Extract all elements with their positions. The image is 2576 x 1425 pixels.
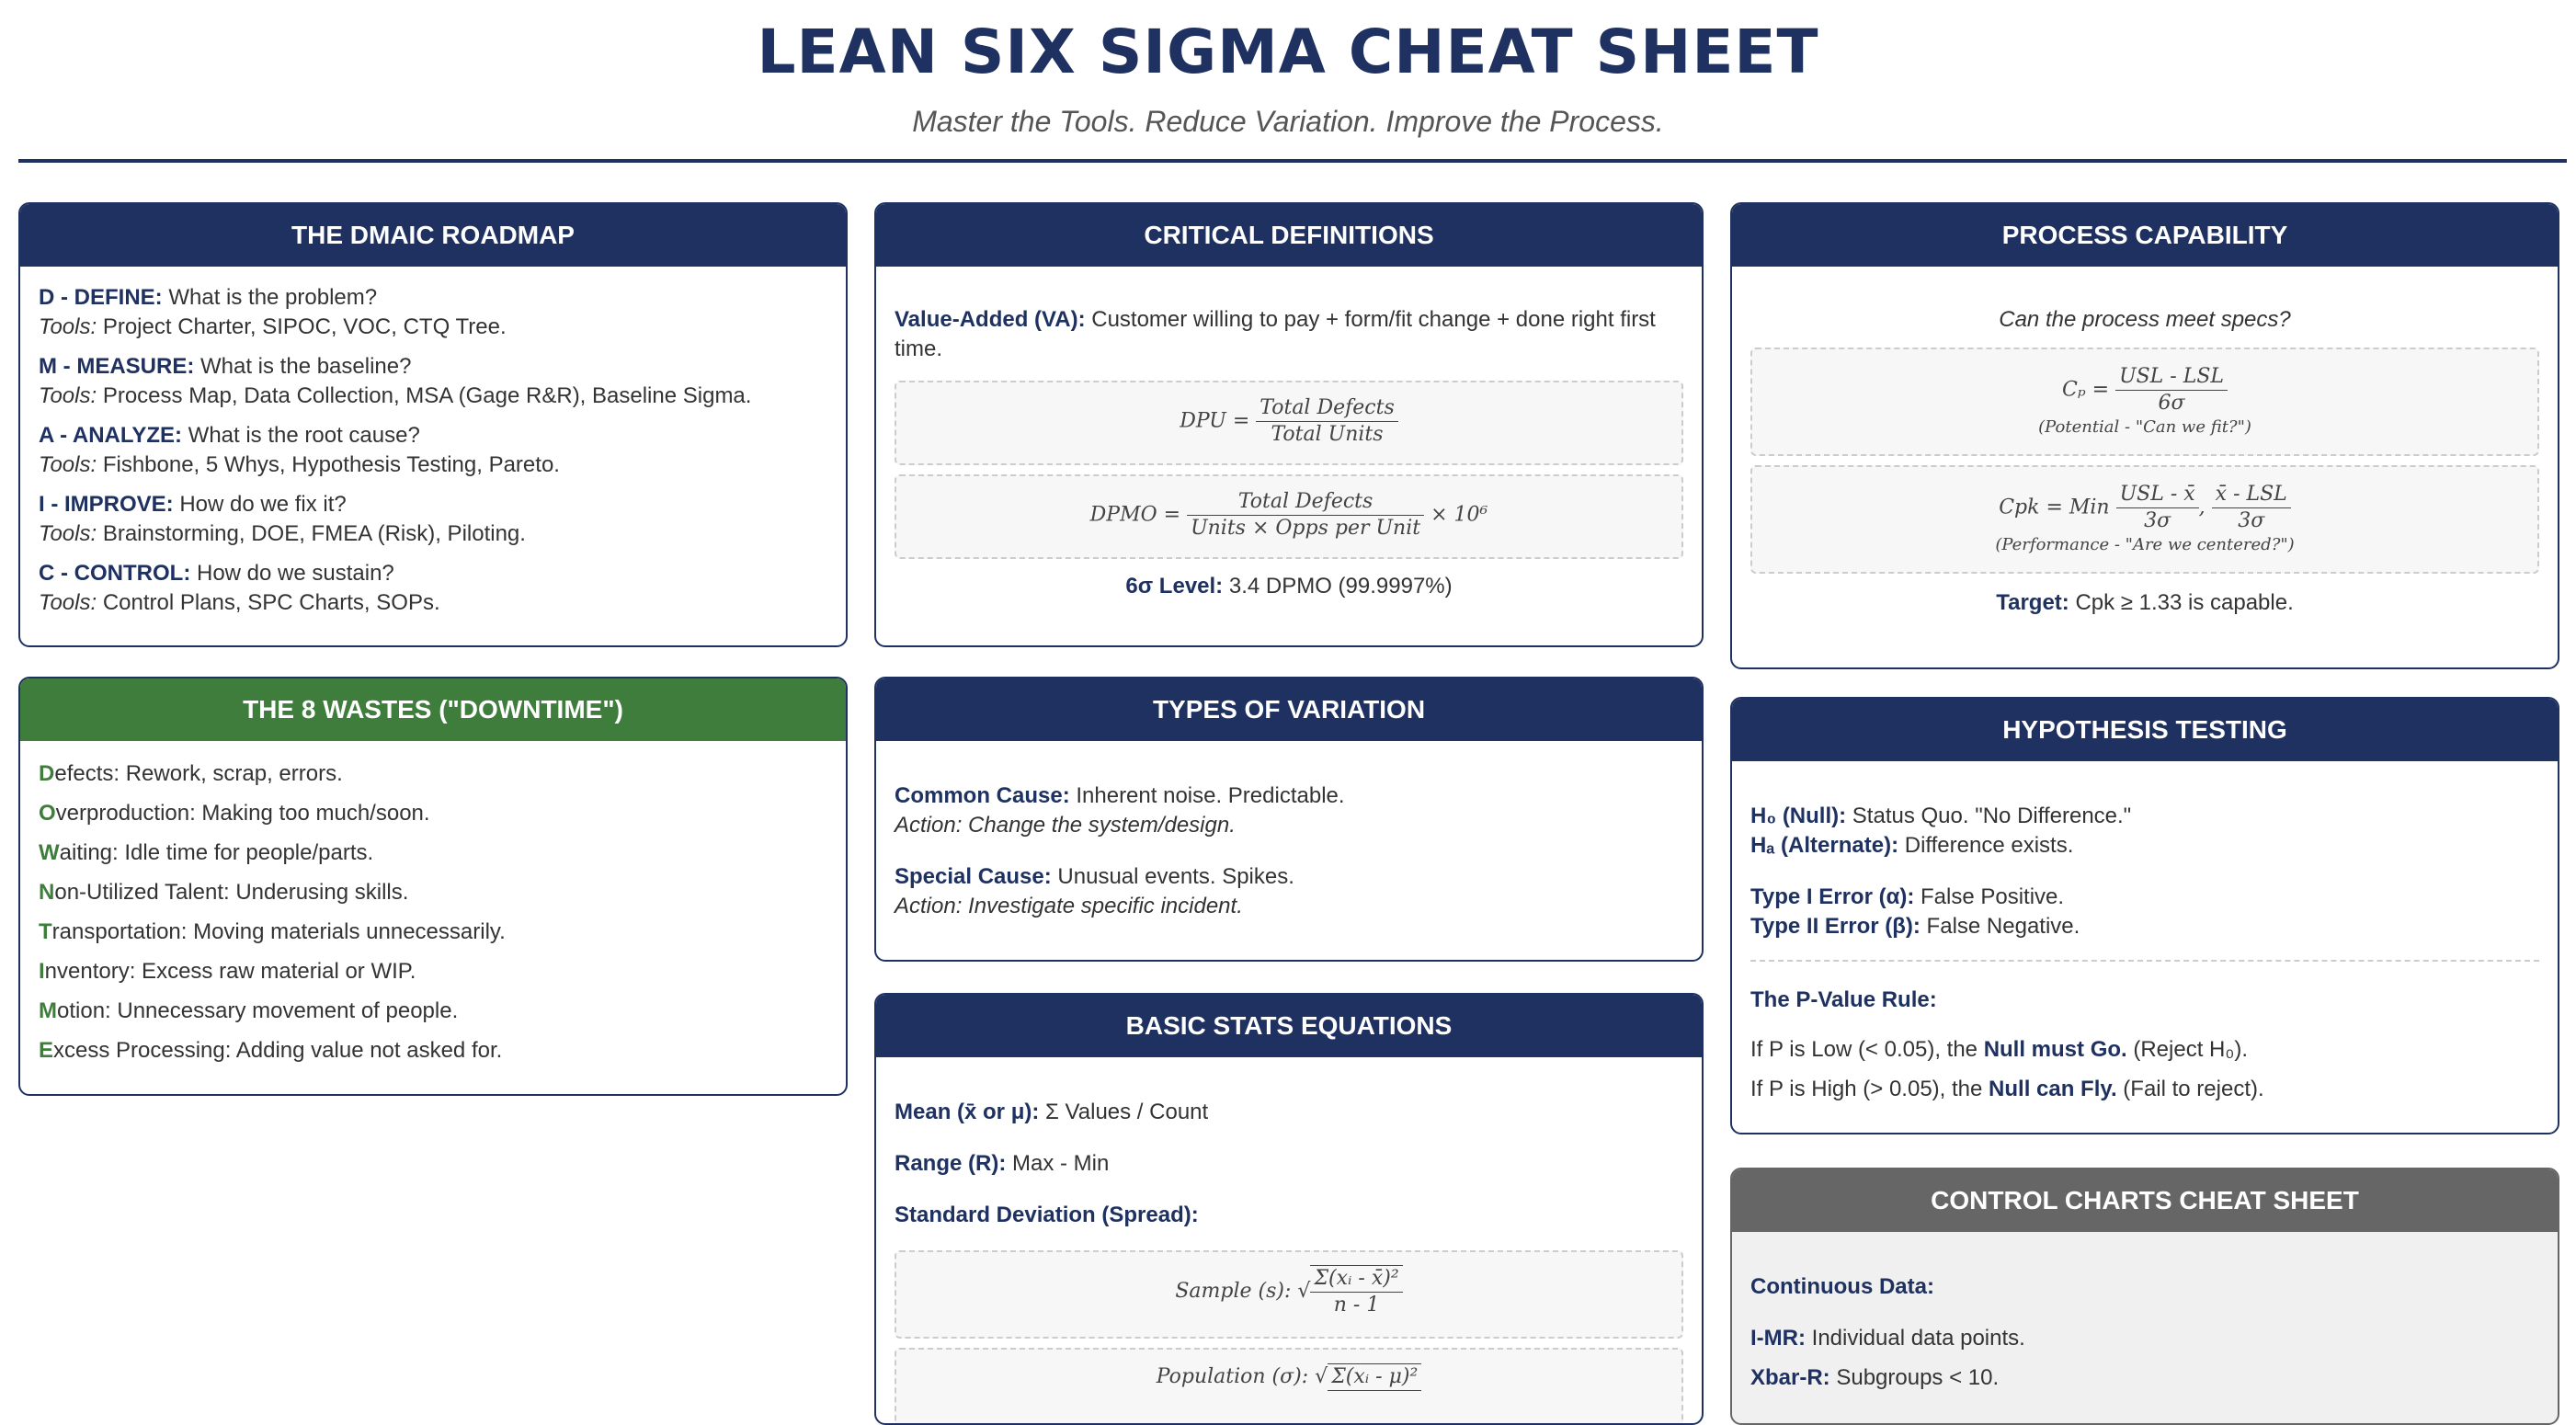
sigma-level: 6σ Level: 3.4 DPMO (99.9997%) [1125, 574, 1453, 598]
special-cause: Special Cause: Unusual events. Spikes. [895, 864, 1294, 889]
hypothesis-body [1732, 761, 2558, 1104]
phase-tools: Fishbone, 5 Whys, Hypothesis Testing, Pareto. [97, 452, 560, 477]
wastes-list [20, 741, 846, 1076]
tools-label: Tools: [39, 590, 97, 615]
alternate-hypothesis: Hₐ (Alternate): Difference exists. [1750, 833, 2074, 858]
cp-fraction: $\frac{\text{USL - LSL}}{6\sigma}$ [2115, 364, 2228, 416]
sqrt-icon: √ [1297, 1280, 1311, 1303]
tools-label: Tools: [39, 521, 97, 546]
waste-item: Non-Utilized Talent: Underusing skills. [39, 880, 409, 905]
phase-question: How do we fix it? [173, 492, 347, 517]
phase-question: What is the root cause? [182, 423, 420, 448]
wastes-card [18, 677, 848, 1096]
range-equation: Range (R): Max - Min [895, 1151, 1110, 1176]
mean-equation: Mean (x̄ or μ): Σ Values / Count [895, 1100, 1209, 1124]
dmaic-card [18, 202, 848, 647]
definitions-body [876, 267, 1702, 601]
page-subtitle: Master the Tools. Reduce Variation. Improve the Process. [912, 105, 1664, 138]
capability-question: Can the process meet specs? [1999, 307, 2291, 332]
waste-item: Defects: Rework, scrap, errors. [39, 761, 343, 786]
cpk-fraction-lower: $\frac{\text{x̄ - LSL}}{3\sigma}$ [2212, 482, 2291, 534]
continuous-data-heading: Continuous Data: [1750, 1274, 1934, 1299]
dpmo-fraction: $\frac{\text{Total Defects}}{\text{Units × Opps per Unit}}$ [1187, 489, 1424, 542]
sample-sd-formula: Sample (s): √ $\frac{\text{Σ(xᵢ - x̄)²}}{n - 1}$ [895, 1250, 1683, 1339]
dmaic-phase [39, 421, 827, 480]
sample-fraction: $\frac{\text{Σ(xᵢ - x̄)²}}{n - 1}$ [1310, 1265, 1402, 1318]
dmaic-phase [39, 352, 827, 411]
phase-question: How do we sustain? [190, 561, 394, 586]
common-cause-action: Action: Change the system/design. [895, 813, 1236, 838]
waste-item: Excess Processing: Adding value not asked for. [39, 1038, 503, 1063]
phase-label: M - MEASURE: [39, 354, 195, 379]
cpk-note: (Performance - "Are we centered?") [1995, 535, 2295, 554]
stats-title: BASIC STATS EQUATIONS [876, 995, 1702, 1057]
waste-item: Transportation: Moving materials unnecessarily. [39, 919, 506, 944]
phase-tools: Project Charter, SIPOC, VOC, CTQ Tree. [97, 314, 507, 339]
dmaic-title: THE DMAIC ROADMAP [20, 204, 846, 267]
phase-label: I - IMPROVE: [39, 492, 174, 517]
cpk-formula: Cpk = Min $\frac{\text{USL - x̄}}{3\sigma}$ , $\frac{\text{x̄ - LSL}}{3\sigma}$ (Performance - "Are we centered?") [1750, 465, 2539, 574]
type-1-error: Type I Error (α): False Positive. [1750, 884, 2065, 909]
control-charts-card [1730, 1168, 2559, 1425]
phase-tools: Brainstorming, DOE, FMEA (Risk), Piloting. [97, 521, 526, 546]
page-title: LEAN SIX SIGMA CHEAT SHEET [757, 17, 1819, 87]
control-charts-body [1732, 1232, 2558, 1393]
dpu-fraction: $\frac{\text{Total Defects}}{\text{Total Units}}$ [1256, 395, 1397, 448]
waste-item: Overproduction: Making too much/soon. [39, 801, 430, 826]
divider [1750, 960, 2539, 962]
hypothesis-card [1730, 697, 2559, 1134]
cp-note: (Potential - "Can we fit?") [2038, 417, 2251, 437]
dmaic-phase [39, 283, 827, 342]
waste-item: Motion: Unnecessary movement of people. [39, 998, 459, 1023]
stats-card [874, 993, 1704, 1425]
p-value-rule-title: The P-Value Rule: [1750, 987, 1937, 1012]
capability-target: Target: Cpk ≥ 1.33 is capable. [1996, 590, 2294, 615]
value-added-definition: Value-Added (VA): Customer willing to pay + form/fit change + done right first time. [895, 307, 1656, 361]
xbar-r-chart: Xbar-R: Subgroups < 10. [1750, 1365, 2000, 1390]
capability-body [1732, 267, 2558, 618]
population-fraction: Σ(xᵢ - μ)² [1328, 1363, 1421, 1391]
common-cause: Common Cause: Inherent noise. Predictable. [895, 783, 1345, 808]
special-cause-action: Action: Investigate specific incident. [895, 894, 1243, 918]
wastes-title: THE 8 WASTES ("DOWNTIME") [20, 678, 846, 741]
stats-body [876, 1057, 1702, 1425]
imr-chart: I-MR: Individual data points. [1750, 1326, 2025, 1351]
dpmo-formula: DPMO = $\frac{\text{Total Defects}}{\text{Units × Opps per Unit}}$ × 10⁶ [895, 474, 1683, 559]
dpu-formula: DPU = $\frac{\text{Total Defects}}{\text{Total Units}}$ [895, 381, 1683, 465]
variation-body [876, 741, 1702, 921]
phase-question: What is the problem? [162, 285, 378, 310]
phase-question: What is the baseline? [194, 354, 412, 379]
capability-title: PROCESS CAPABILITY [1732, 204, 2558, 267]
tools-label: Tools: [39, 383, 97, 408]
hypothesis-title: HYPOTHESIS TESTING [1732, 699, 2558, 761]
phase-tools: Process Map, Data Collection, MSA (Gage R&R), Baseline Sigma. [97, 383, 752, 408]
capability-card [1730, 202, 2559, 669]
p-high-rule: If P is High (> 0.05), the Null can Fly. (Fail to reject). [1750, 1077, 2264, 1101]
waste-item: Inventory: Excess raw material or WIP. [39, 959, 416, 984]
definitions-title: CRITICAL DEFINITIONS [876, 204, 1702, 267]
cpk-fraction-upper: $\frac{\text{USL - x̄}}{3\sigma}$ [2116, 482, 2199, 534]
phase-tools: Control Plans, SPC Charts, SOPs. [97, 590, 440, 615]
variation-card [874, 677, 1704, 962]
sd-heading: Standard Deviation (Spread): [895, 1203, 1199, 1227]
dmaic-phase [39, 490, 827, 549]
cp-formula: Cₚ = $\frac{\text{USL - LSL}}{6\sigma}$ (Potential - "Can we fit?") [1750, 348, 2539, 456]
header-divider [18, 159, 2567, 163]
null-hypothesis: H₀ (Null): Status Quo. "No Difference." [1750, 804, 2132, 828]
definitions-card [874, 202, 1704, 647]
phase-label: A - ANALYZE: [39, 423, 182, 448]
tools-label: Tools: [39, 452, 97, 477]
waste-item: Waiting: Idle time for people/parts. [39, 840, 374, 865]
tools-label: Tools: [39, 314, 97, 339]
sqrt-icon: √ [1315, 1365, 1328, 1388]
population-sd-formula: Population (σ): √ Σ(xᵢ - μ)² [895, 1348, 1683, 1425]
variation-title: TYPES OF VARIATION [876, 678, 1702, 741]
phase-label: C - CONTROL: [39, 561, 191, 586]
type-2-error: Type II Error (β): False Negative. [1750, 914, 2080, 939]
dmaic-body [20, 267, 846, 618]
control-charts-title: CONTROL CHARTS CHEAT SHEET [1732, 1169, 2558, 1232]
dmaic-phase [39, 559, 827, 618]
phase-label: D - DEFINE: [39, 285, 163, 310]
p-low-rule: If P is Low (< 0.05), the Null must Go. (Reject H₀). [1750, 1037, 2248, 1062]
